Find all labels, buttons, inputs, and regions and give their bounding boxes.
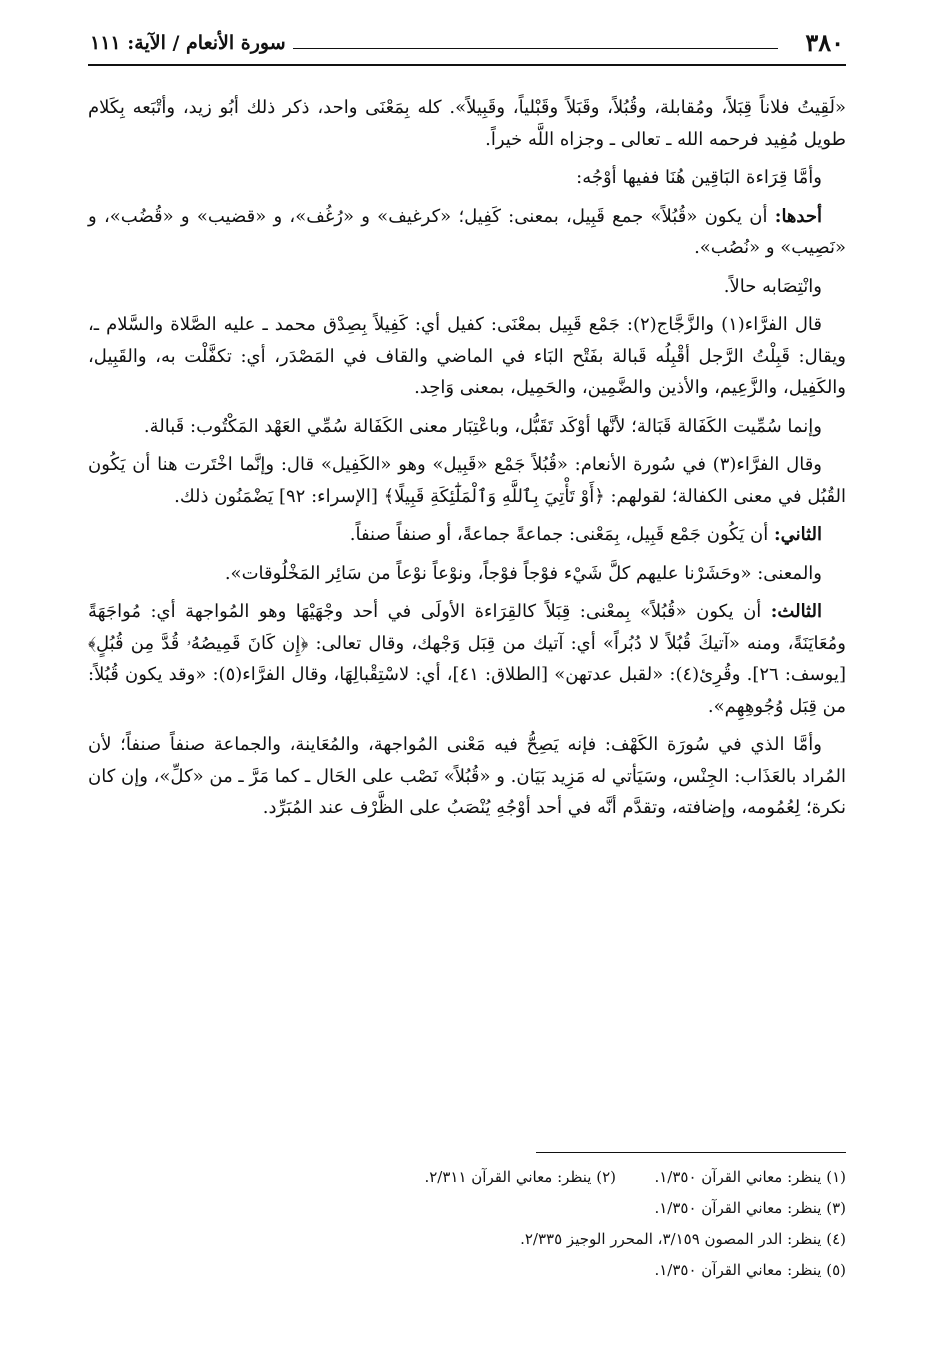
paragraph: وأمَّا الذي في سُورَة الكَهْف: فإنه يَصِحُّ فيه مَعْنى المُواجهة، والمُعَاينة، والجماعة صنفاً صنفاً؛ لأن المُراد بالعَذَاب: الجِنْس، وسَيَأتي له مَزِيد بَيَان. و «قُبُلاً» نَصْب على الحَال ـ كما مَرَّ ـ من «كلِّ»، وإن كان نكرة؛ لِعُمُومه، وإضافته، وتقدَّم أنَّه في أحد أوْجُهِ يُنْصَبُ على الظَّرْف عند المُبَرِّد. [87,734,846,818]
footnotes [88,1162,846,1286]
header-rule [293,48,778,49]
paragraph: الثاني: أن يَكُون جَمْع قَبِيل، بِمَعْنى: جماعةً جماعةً، أو صنفاً صنفاً. [349,524,822,545]
paragraph: والمعنى: «وحَشَرْنا عليهم كلَّ شَيْء فوْجاً فوْجاً، ونوْعاً نوْعاً من سَائِر المَخْلُوقات». [224,562,822,584]
section-lead: الثالث: [770,601,822,622]
footnote: (٥) ينظر: معاني القرآن ١/٣٥٠. [654,1261,846,1279]
paragraph: قال الفرَّاء(١) والزَّجَّاج(٢): جَمْع قَبِيل بمعْنَى: كفيل أي: كَفِيلاً بِصِدْق محمد ـ عليه الصَّلاة والسَّلام ـ، ويقال: قَبِلْتُ الرَّجل أقْبِلُه قَبالة بفَتْح البَاء في الماضي والقاف في المَصْدَر، أي: تكفَّلْت به، والقَبِيل، والكَفِيل، والزَّعِيم، والأذين والضَّمِين، والحَمِيل، بمعنى وَاحِد. [88,314,846,398]
footnote: (٢) ينظر: معاني القرآن ٢/٣١١. [424,1168,616,1186]
page-number: ٣٨٠ [805,28,844,57]
running-title: سورة الأنعام / الآية: ١١١ [90,32,286,54]
paragraph: الثالث: أن يكون «قُبُلاً» بِمعْنى: قِبَلاً كالقِرَاءة الأولَى في أحد وجْهَيْهَا وهو المُواجهة أي: مُواجَهَةً ومُعَايَنَةً، ومنه «آتيكَ قُبُلاً لا دُبُراً» أي: آتيك من قِبَل وَجْهك، وقال تعالى: ﴿إِن كَانَ قَمِيصُهُۥ قُدَّ مِن قُبُلٍ﴾ [يوسف: ٢٦]. وقُرِئ(٤): «لقبل عدتهن» [الطلاق: ٤١]، أي: لاسْتِقْبالِهَا، وقال الفرَّاء(٥): «وقد يكون قُبُلاً: من قِبَل وُجُوهِهِم». [88,601,846,717]
paragraph: وإنما سُمِّيت الكَفَالة قَبَالة؛ لأنَّها أوْكَد تَقَبُّل، وباعْتِبَار معنى الكَفَالة سُمِّي العَهْد المَكْتُوب: قَبالة. [143,415,822,437]
paragraph: وانْتِصَابه حالاً. [723,275,822,297]
paragraph: وقال الفرَّاء(٣) في سُورة الأنعام: «قُبُلاً جَمْع «قَبِيل» وهو «الكَفِيل» قال: وإنَّما اخْتَرت هنا أن يَكُون القُبُل في معنى الكفالة؛ لقولهم: ﴿أَوْ تَأْتِيَ بِٱللَّهِ وَٱلْمَلَٰٓئِكَةِ قَبِيلًا﴾ [الإسراء: ٩٢] يَضْمَنُون ذلك. [88,454,846,507]
footnote-separator [536,1152,846,1153]
page-header [88,24,846,64]
paragraph: أحدها: أن يكون «قُبُلاً» جمع قَبِيل، بمعنى: كَفِيل؛ «كرغيف» و «رُغُف»، و «قضيب» و «قُضُب»، و «نَصِيب» و «نُصُب». [88,205,846,258]
main-text [88,92,846,831]
paragraph: وأمَّا قِرَاءة البَاقِين هُنَا ففيها أوْجُه: [576,167,822,188]
section-lead: أحدها: [774,205,822,227]
footnote: (٤) ينظر: الدر المصون ٣/١٥٩، المحرر الوجيز ٢/٣٣٥. [520,1230,846,1248]
paragraph: «لَقِيتُ فلاناً قِبَلاً، ومُقابلة، وقُبُلاً، وقَبَلاً وقَبْلياً، وقَبِيلاً». كله بِمَعْنَى واحد، ذكر ذلك أبُو زيد، وأتْبَعه بِكَلام طويل مُفِيد فرحمه الله ـ تعالى ـ وجزاه اللَّه خيراً. [88,97,846,150]
header-divider [88,64,846,66]
section-lead: الثاني: [773,524,822,545]
footnote: (٣) ينظر: معاني القرآن ١/٣٥٠. [654,1199,846,1217]
footnote-row [88,1162,846,1193]
footnote: (١) ينظر: معاني القرآن ١/٣٥٠. [654,1168,846,1186]
